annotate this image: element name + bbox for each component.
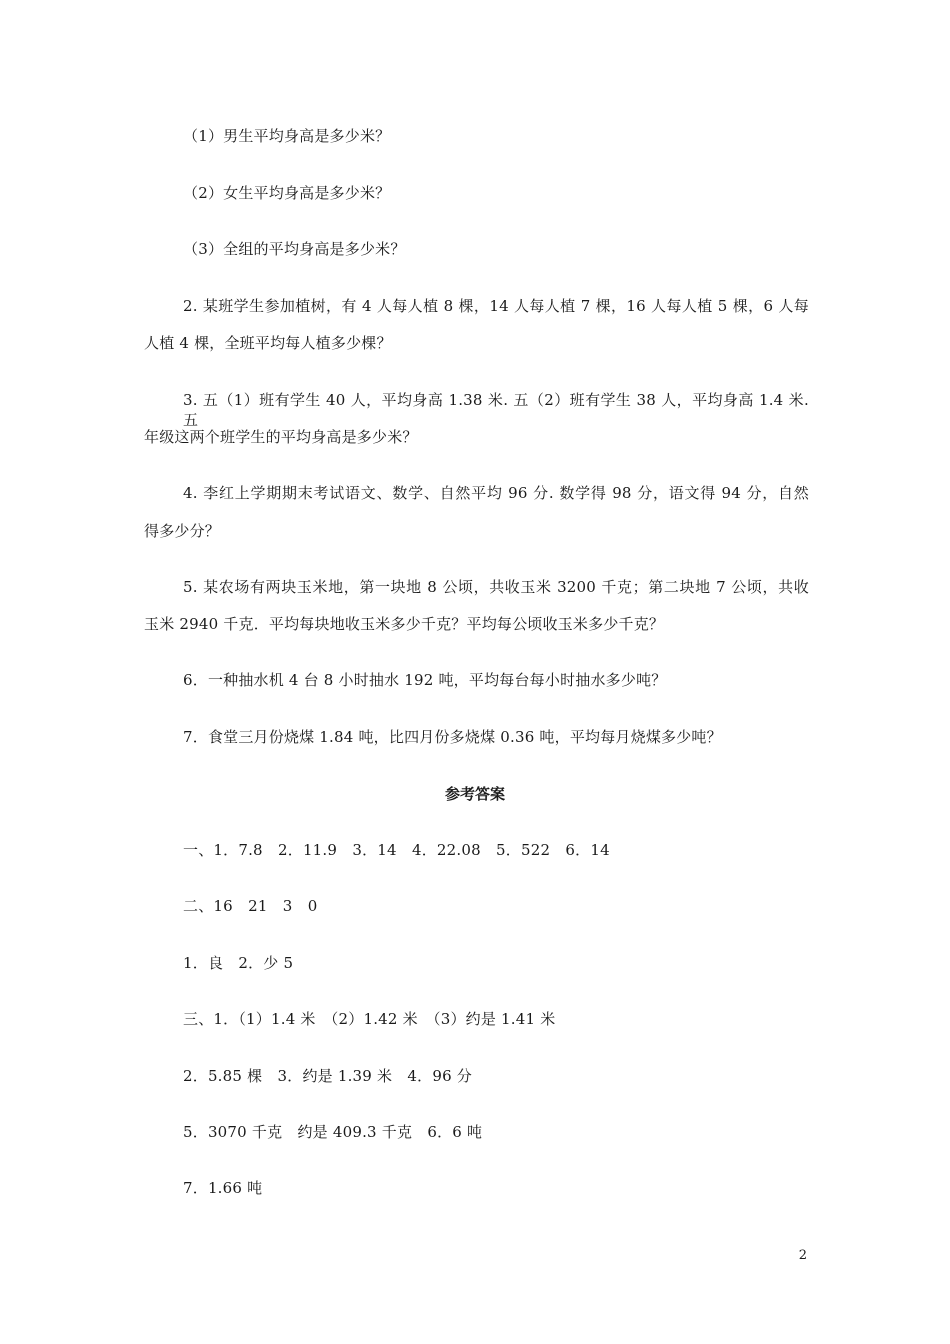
sub-question-1: （1）男生平均身高是多少米？ (183, 127, 391, 145)
sub-question-2: （2）女生平均身高是多少米？ (183, 184, 391, 202)
answer-line-4: 三、1．（1）1.4 米 （2）1.42 米 （3）约是 1.41 米 (183, 1010, 556, 1028)
answer-line-5: 2．5.85 棵 3．约是 1.39 米 4．96 分 (183, 1067, 472, 1085)
answer-line-3: 1．良 2．少 5 (183, 954, 294, 972)
answer-line-1: 一、1．7.8 2．11.9 3．14 4．22.08 5．522 6．14 (183, 841, 610, 859)
problem-5-line-2: 玉米 2940 千克．平均每块地收玉米多少千克？平均每公顷收玉米多少千克？ (144, 615, 665, 633)
problem-2-line-2: 人植 4 棵，全班平均每人植多少棵？ (144, 334, 392, 352)
answer-line-7: 7．1.66 吨 (183, 1179, 263, 1197)
page-number: 2 (798, 1248, 807, 1263)
answer-line-2: 二、16 21 3 0 (183, 897, 318, 915)
problem-7: 7．食堂三月份烧煤 1.84 吨，比四月份多烧煤 0.36 吨，平均每月烧煤多少吨？ (183, 728, 722, 746)
problem-2-line-1: 2. 某班学生参加植树，有 4 人每人植 8 棵，14 人每人植 7 棵，16 人每人植 5 棵，6 人每 (183, 297, 809, 315)
problem-4-line-1: 4. 李红上学期期末考试语文、数学、自然平均 96 分. 数学得 98 分，语文得 94 分，自然 (183, 484, 809, 502)
answer-line-6: 5．3070 千克 约是 409.3 千克 6．6 吨 (183, 1123, 483, 1141)
problem-4-line-2: 得多少分？ (144, 522, 221, 540)
sub-question-3: （3）全组的平均身高是多少米？ (183, 240, 406, 258)
problem-3-line-2: 年级这两个班学生的平均身高是多少米？ (144, 428, 418, 446)
problem-5-line-1: 5. 某农场有两块玉米地，第一块地 8 公顷，共收玉米 3200 千克；第二块地 7 公顷，共收 (183, 578, 809, 596)
problem-3-line-1: 3. 五（1）班有学生 40 人，平均身高 1.38 米. 五（2）班有学生 38 人，平均身高 1.4 米. 五 (183, 391, 809, 429)
problem-6: 6．一种抽水机 4 台 8 小时抽水 192 吨，平均每台每小时抽水多少吨？ (183, 671, 667, 689)
answers-title: 参考答案 (444, 785, 505, 803)
